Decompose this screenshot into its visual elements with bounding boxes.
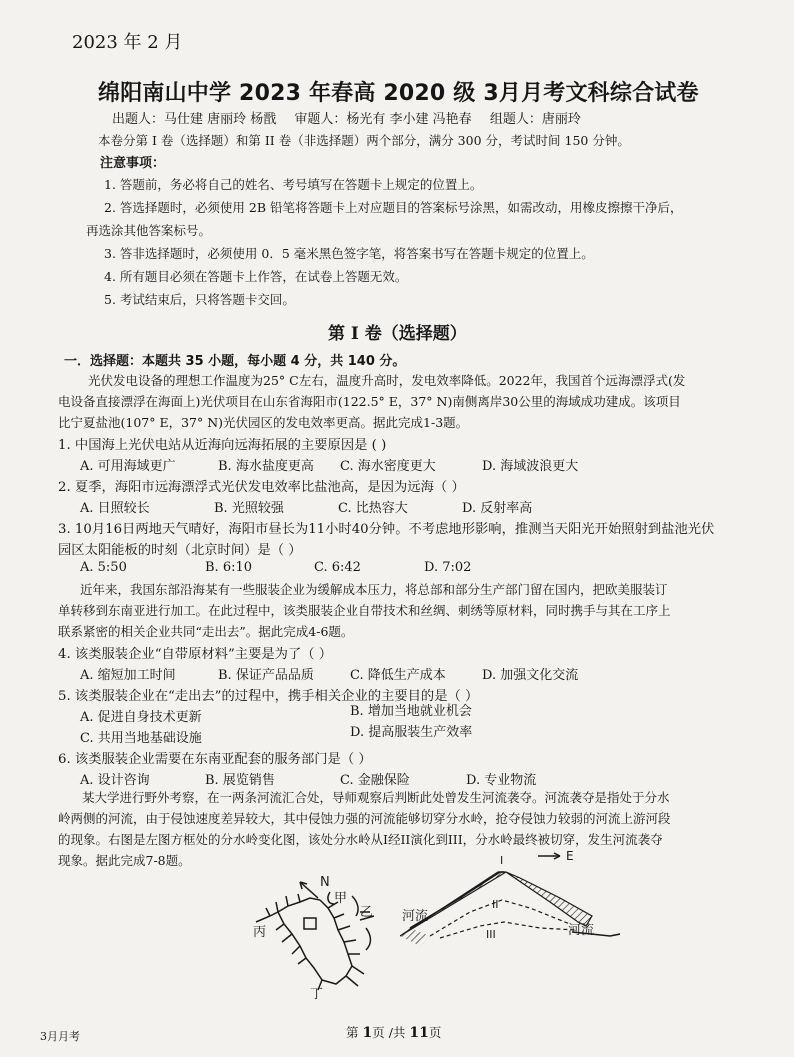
passage-line: 光伏发电设备的理想工作温度为25° C左右，温度升高时，发电效率降低。2022年，我国首个远海漂浮式(发 (88, 373, 686, 388)
q6-option-d: D. 专业物流 (466, 773, 537, 788)
page-number: 1 (362, 1025, 373, 1041)
q4-option-b: B. 保证产品品质 (218, 668, 314, 683)
q3-option-b: B. 6:10 (205, 560, 253, 575)
q2-option-d: D. 反射率高 (462, 501, 533, 516)
question-5: 5. 该类服装企业在“走出去”的过程中，携手相关企业的主要目的是（ ） (58, 689, 479, 704)
passage-line: 的现象。右图是左图方框处的分水岭变化图，该处分水岭从I经II演化到III，分水岭最终被切穿，发生河流袭夺 (58, 832, 663, 847)
notes-title: 注意事项： (100, 156, 166, 171)
label-jia: 甲 (334, 891, 348, 906)
passage-line: 岭两侧的河流，由于侵蚀速度差异较大，其中侵蚀力强的河流能够切穿分水岭，抢夺侵蚀力较弱的河流上游河段 (58, 811, 671, 826)
q6-option-a: A. 设计咨询 (80, 773, 150, 788)
page-footer: 第 1页 /共 11页 (346, 1025, 442, 1041)
river-label-right: 河流 (568, 923, 595, 938)
note-item: 4. 所有题目必须在答题卡上作答，在试卷上答题无效。 (104, 269, 408, 284)
note-item: 3. 答非选择题时，必须使用 0．5 毫米黑色签字笔，将答案书写在答题卡规定的位置上。 (104, 246, 594, 261)
river-label-left: 河流 (402, 909, 429, 924)
passage-line: 现象。据此完成7-8题。 (58, 853, 191, 868)
q4-option-a: A. 缩短加工时间 (80, 668, 176, 683)
q3-option-d: D. 7:02 (424, 560, 472, 575)
passage-line: 近年来，我国东部沿海某有一些服装企业为缓解成本压力，将总部和部分生产部门留在国内，把欧美服装订 (80, 582, 668, 597)
stage-ii-label: II (492, 898, 499, 911)
north-label: N (320, 875, 330, 890)
authors: 出题人：马仕建 唐丽玲 杨戬 (112, 112, 277, 127)
q1-option-d: D. 海域波浪更大 (482, 459, 579, 474)
q5-option-c: C. 共用当地基础设施 (80, 731, 202, 746)
q1-option-c: C. 海水密度更大 (340, 459, 436, 474)
note-item: 1. 答题前，务必将自己的姓名、考号填写在答题卡上规定的位置上。 (104, 177, 483, 192)
profile-iii (440, 922, 576, 938)
q4-option-d: D. 加强文化交流 (482, 668, 579, 683)
question-1: 1. 中国海上光伏电站从近海向远海拓展的主要原因是 ( ) (58, 438, 387, 453)
q1-option-b: B. 海水盐度更高 (218, 459, 314, 474)
reviewers: 审题人：杨光有 李小建 冯艳春 (294, 112, 472, 127)
section-title: 第 I 卷（选择题） (328, 324, 467, 344)
note-item: 再选涂其他答案标号。 (86, 223, 212, 238)
label-bing: 丙 (253, 925, 267, 940)
exam-staff (112, 108, 595, 127)
intro-text: 本卷分第 I 卷（选择题）和第 II 卷（非选择题）两个部分，满分 300 分，考试时间 150 分钟。 (98, 133, 630, 148)
north-arrow (300, 882, 318, 898)
q6-option-c: C. 金融保险 (340, 773, 410, 788)
question-2: 2. 夏季，海阳市远海漂浮式光伏发电效率比盐池高，是因为远海（ ） (58, 480, 465, 495)
q6-option-b: B. 展览销售 (205, 773, 275, 788)
q1-option-a: A. 可用海域更广 (80, 459, 176, 474)
passage-line: 联系紧密的相关企业共同“走出去”。据此完成4-6题。 (58, 624, 354, 639)
question-3-cont: 园区太阳能板的时刻（北京时间）是（ ） (58, 543, 302, 558)
map-box (304, 918, 316, 929)
q2-option-a: A. 日照较长 (80, 501, 150, 516)
river-map-figure (248, 872, 388, 1002)
passage-line: 某大学进行野外考察，在一两条河流汇合处，导师观察后判断此处曾发生河流袭夺。河流袭夺是指处于分水 (82, 790, 670, 805)
stage-iii-label: III (486, 928, 496, 941)
q2-option-c: C. 比热容大 (338, 501, 408, 516)
label-ding: 丁 (310, 987, 324, 1002)
passage-line: 电设备直接漂浮在海面上)光伏项目在山东省海阳市(122.5° E，37° N)南侧离岸30公里的海域成功建成。该项目 (58, 394, 681, 409)
q5-option-a: A. 促进自身技术更新 (80, 710, 202, 725)
east-label: E (566, 849, 574, 863)
q4-option-c: C. 降低生产成本 (350, 668, 446, 683)
note-item: 2. 答选择题时，必须使用 2B 铅笔将答题卡上对应题目的答案标号涂黑，如需改动，用橡皮擦擦干净后， (104, 200, 683, 215)
passage-line: 比宁夏盐池(107° E，37° N)光伏园区的发电效率更高。据此完成1-3题。 (58, 415, 469, 430)
label-yi: 乙 (360, 905, 374, 920)
watershed-profile-figure (400, 846, 620, 956)
corner-note: 3月月考 (40, 1030, 80, 1043)
q2-option-b: B. 光照较强 (214, 501, 284, 516)
organizer: 组题人：唐丽玲 (489, 112, 581, 127)
exam-date: 2023 年 2 月 (72, 32, 183, 53)
question-4: 4. 该类服装企业“自带原材料”主要是为了（ ） (58, 647, 333, 662)
q3-option-a: A. 5:50 (80, 560, 127, 575)
question-6: 6. 该类服装企业需要在东南亚配套的服务部门是（ ） (58, 752, 372, 767)
stage-i-label: I (500, 854, 504, 867)
q5-option-b: B. 增加当地就业机会 (350, 704, 472, 719)
q3-option-c: C. 6:42 (314, 560, 361, 575)
question-3: 3. 10月16日两地天气晴好，海阳市昼长为11小时40分钟。不考虑地形影响，推测当天阳光开始照射到盐池光伏 (58, 522, 715, 537)
q5-option-d: D. 提高服装生产效率 (350, 725, 473, 740)
part-title: 一．选择题：本题共 35 小题，每小题 4 分，共 140 分。 (64, 354, 406, 369)
passage-line: 单转移到东南亚进行加工。在此过程中，该类服装企业自带技术和丝绸、刺绣等原材料，同时携手与其在工序上 (58, 603, 671, 618)
exam-title: 绵阳南山中学 2023 年春高 2020 级 3月月考文科综合试卷 (98, 81, 699, 106)
note-item: 5. 考试结束后，只将答题卡交回。 (104, 292, 295, 307)
page-total: 11 (409, 1025, 429, 1041)
